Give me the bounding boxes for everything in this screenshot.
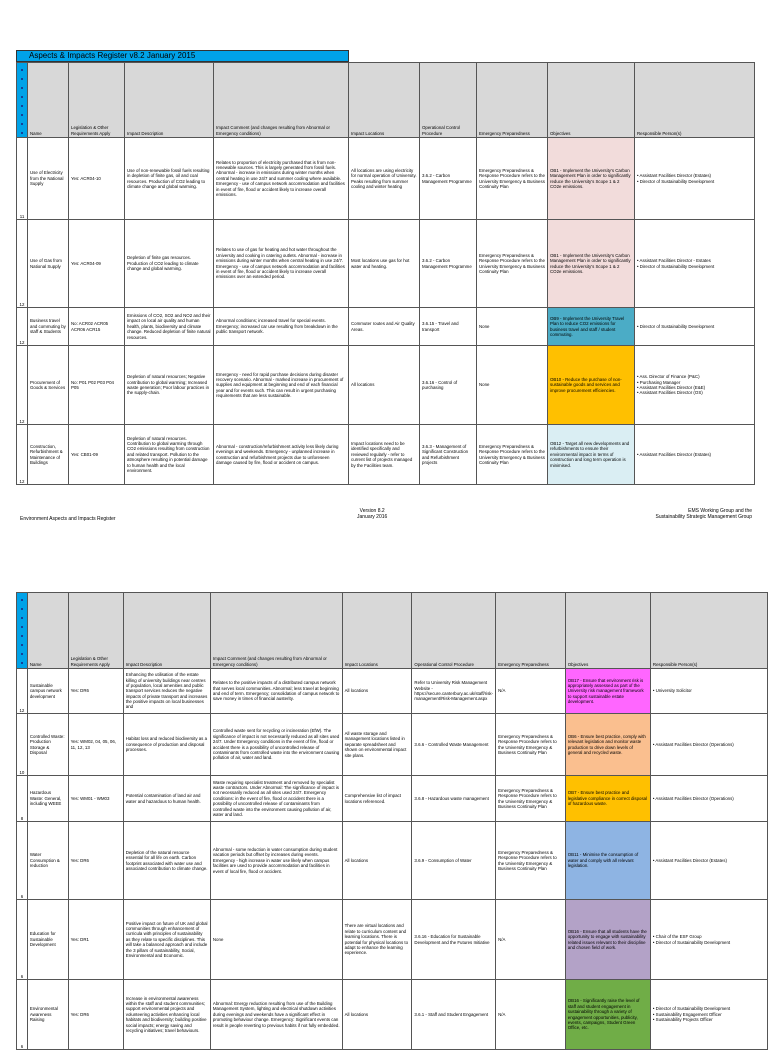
impact-description: Use of non-renewable fossil fuels resulting in depletion of finite gas, oil and coal resources. Production of CO2 leading to climate change and global warming. (125, 138, 214, 220)
operational-control: 3.6.8 - Hazardous waste management (412, 776, 496, 822)
header-impact-description: Impact Description (125, 63, 214, 138)
emergency-preparedness: Emergency Preparedness & Response Procedure refers to the University Emergency & Business Continuity Plan (477, 425, 548, 485)
responsible-person: • Assistant Facilities Director (Estates) (653, 858, 765, 863)
aspect-name: Procurement of Goods & Services (28, 346, 69, 425)
responsible-person: • Assistant Facilities Director (Operations) (653, 796, 765, 801)
emergency-preparedness: Emergency Preparedness & Response Procedure refers to the University Emergency & Business Continuity Plan (496, 714, 566, 776)
aspect-name: Education for Sustainable Development (27, 900, 68, 980)
impact-description: Depletion of finite gas resources. Production of CO2 leading to climate change and global warming. (125, 220, 214, 308)
row-score: 6 (17, 822, 28, 900)
impact-locations: Impact locations need to be identified specifically and reviewed regularly - refer to current list of projects managed by the Facilities team. (349, 425, 420, 485)
aspect-name: Hazardous Waste: General, including WEEE (27, 776, 68, 822)
emergency-preparedness: N/A (496, 900, 566, 980)
row-score: 8 (17, 776, 28, 822)
responsible-persons (650, 900, 767, 980)
impact-locations: Commuter routes and Air Quality Areas. (349, 308, 420, 346)
row-score: 12 (17, 220, 28, 308)
legislation: Yes: DR6 (68, 980, 123, 1050)
impact-description: Potential contamination of land air and water and hazardous to human health. (123, 776, 210, 822)
operational-control: 3.6.2 - Carbon Management Programme (420, 220, 477, 308)
impact-comment: Relates to the positive impacts of a distributed campus network that serves local communities. Abnormal; less travel at beginning and end of term. Emergency; consolidation of campus network to save money in times of financial austerity. (210, 669, 342, 714)
impact-comment: Abnormal - some reduction in water consumption during student vacation periods but offset by increases during events. Emergency - high increase in water use likely when campus facilities are used to provide accommodation and facilities in event of local fire, flood or accident. (210, 822, 342, 900)
header-responsible-persons: Responsible Person(s) (650, 593, 767, 669)
register-row (17, 669, 768, 714)
row-score: 6 (17, 900, 28, 980)
register-table-page-2 (16, 592, 768, 1050)
operational-control: 3.6.2 - Carbon Management Programme (420, 138, 477, 220)
impact-description: Depletion of natural resources; Negative contribution to global warming; Increased waste generation; Poor labour practices in the supply-chain. (125, 346, 214, 425)
impact-locations: All waste storage and management locations listed in separate spreadsheet and shown on environmental impact site plans. (342, 714, 412, 776)
operational-control: 3.6.1 - Staff and Student Engagement (412, 980, 496, 1050)
header-emergency-preparedness: Emergency Preparedness (477, 63, 548, 138)
responsible-person: • Sustainability Projects Officer (653, 1017, 765, 1022)
operational-control: 3.6.9 - Consumption of Water (412, 822, 496, 900)
operational-control: 3.6.16 - Control of purchasing (420, 346, 477, 425)
footer-date: January 2016 (357, 514, 388, 521)
row-score: 6 (17, 980, 28, 1050)
register-row (17, 714, 768, 776)
responsible-person: • Director of Sustainability Development (637, 324, 752, 329)
impact-description: Enhancing the utilisation of the estate killing of university buildings near centres of population, local amenities and public transport services reduces the negative impacts of private transport and increases the positive impacts on local businesses and (123, 669, 210, 714)
impact-comment: Relates to proportion of electricity purchased that is from non-renewable sources. This is largely generated from fossil fuels. Abnormal - increase in emissions during winter months when central heating in use 24/7 and summer cooling where available. Emergency - use of campus network accommodation and facilities in event of fire, flood or accident likely to increase overall emissions. (214, 138, 349, 220)
legislation: Yes: WM02, 04, 05, 06, 11, 12, 13 (68, 714, 123, 776)
emergency-preparedness: Emergency Preparedness & Response Procedure refers to the University Emergency & Business Continuity Plan (477, 220, 548, 308)
impact-comment: None (210, 900, 342, 980)
impact-comment: Waste requiring specialist treatment and removed by specialist waste contractors. Under Abnormal: The significance of impact is not necessarily reduced as all sites used 24/7. Emergency conditions: in the event of fire, flood or accident there is a possibility of uncontrolled release of contaminants from controlled waste into the environment causing pollution of air, water and land. (210, 776, 342, 822)
header-operational-control: Operational Control Procedure (412, 593, 496, 669)
register-row (17, 425, 755, 485)
responsible-persons (650, 669, 767, 714)
operational-control: 3.6.6 - Controlled Waste Management (412, 714, 496, 776)
impact-description: Depletion of the natural resource essential for all life on earth. Carbon footprint associated with water use and associated contribution to climate change. (123, 822, 210, 900)
impact-comment: Abnormal: Energy reduction resulting from use of the Building Management System, lighting and electrical shutdown activities during evenings and weekends have a significant effect in promoting behaviour change. Emergency: Significant events can result in people reverting to previous habits if not fully embedded. (210, 980, 342, 1050)
impact-locations: All locations (342, 669, 412, 714)
register-row (17, 308, 755, 346)
aspect-name: Controlled Waste: Production Storage & Disposal (27, 714, 68, 776)
register-row (17, 900, 768, 980)
impact-comment: Abnormal - construction/refurbishment activity less likely during evenings and weekends. Emergency - unplanned increase in construction and refurbishment projects due to unforeseen damage caused by fire, flood or accident on campus. (214, 425, 349, 485)
aspect-name: Construction, Refurbishment & Maintenance of Buildings (28, 425, 69, 485)
responsible-person: • Chair of the ESF Group (653, 934, 765, 939)
emergency-preparedness: None (477, 346, 548, 425)
responsible-person: • Director of Sustainability Development (653, 1006, 765, 1011)
operational-control: 3.6.16 - Education for Sustainable Development and the Futures Initiative (412, 900, 496, 980)
header-emergency-preparedness: Emergency Preparedness (496, 593, 566, 669)
responsible-persons (650, 714, 767, 776)
responsible-person: • Sustainability Engagement Officer (653, 1012, 765, 1017)
impact-comment: Relates to use of gas for heating and hot water throughout the University and cooking in catering outlets. Abnormal - increase in emissions during winter months when central heating in use 24/7. Emergency - use of campus network accommodation and facilities in event of fire, flood or accident likely to increase overall emissions over an extended period. (214, 220, 349, 308)
operational-control: 3.6.15 - Travel and transport (420, 308, 477, 346)
impact-locations: Comprehensive list of impact locations referenced. (342, 776, 412, 822)
legislation: Yes: WM01 - WM03 (68, 776, 123, 822)
header-name: Name (27, 593, 68, 669)
header-impact-description: Impact Description (123, 593, 210, 669)
impact-comment: Emergency - need for rapid purchase decisions during disaster recovery scenario. Abnormal - marked increase in procurement of supplies and equipment at beginning and end of each financial year and for events such. This can result in urgent purchasing requirements that are less sustainable. (214, 346, 349, 425)
legislation: No: P01 P02 P03 P04 P05 (69, 346, 125, 425)
objective: OB12 - Target all new developments and refurbishments to ensure their environmental impact in terms of construction and long term operation is minimised. (548, 425, 635, 485)
footer-group-2: Sustainability Strategic Management Group (655, 514, 752, 521)
responsible-person: • Assistant Facilities Director (E&E) (637, 385, 752, 390)
impact-description: Emissions of CO2, SO2 and NO2 and their impact on local air quality and human health, plants, biodiversity and climate change. Reduced depletion of finite natural resources. (125, 308, 214, 346)
responsible-persons (635, 425, 755, 485)
register-row (17, 776, 768, 822)
objective: OB16 - Ensure that all students have the opportunity to engage with sustainability related issues relevant to their discipline and chosen field of work. (565, 900, 650, 980)
responsible-person: • University Solicitor (653, 688, 765, 693)
impact-locations: All locations (342, 980, 412, 1050)
objective: OB7 - Ensure best practice and legislative compliance in correct disposal of hazardous waste. (565, 776, 650, 822)
responsible-person: • Assistant Facilities Director (Operations) (653, 742, 765, 747)
aspect-name: Use of Gas from National Supply (28, 220, 69, 308)
header-objectives: Objectives (565, 593, 650, 669)
header-strip (17, 593, 28, 669)
header-impact-locations: Impact Locations (342, 593, 412, 669)
objective: OB11 - Minimise the consumption of water and comply with all relevant legislation. (565, 822, 650, 900)
header-impact-locations: Impact Locations (349, 63, 420, 138)
impact-description: Depletion of natural resources. Contribution to global warming through CO2 emissions resulting from construction and related transport. Pollution to the atmosphere resulting in potential damage to human health and the local environment. (125, 425, 214, 485)
emergency-preparedness: None (477, 308, 548, 346)
responsible-persons (650, 822, 767, 900)
header-operational-control: Operational Control Procedure (420, 63, 477, 138)
aspect-name: Environmental Awareness Raising (27, 980, 68, 1050)
responsible-persons (650, 980, 767, 1050)
row-score: 11 (17, 138, 28, 220)
impact-locations: Most locations use gas for hot water and heating. (349, 220, 420, 308)
objective: OB16 - Significantly raise the level of staff and student engagement in sustainability through a variety of engagement opportunities, publicity, events, campaigns, Student Green Office, etc. (565, 980, 650, 1050)
header-impact-comment: Impact Comment (and changes resulting from Abnormal or Emergency conditions) (214, 63, 349, 138)
impact-locations: All locations (349, 346, 420, 425)
header-name: Name (28, 63, 69, 138)
header-strip (17, 63, 28, 138)
impact-description: Habitat loss and reduced biodiversity as a consequence of production and disposal processes. (123, 714, 210, 776)
responsible-persons (635, 220, 755, 308)
footer-right (656, 508, 752, 521)
header-responsible-persons: Responsible Person(s) (635, 63, 755, 138)
responsible-person: • Assistant Facilities Director - Estates (637, 258, 752, 263)
emergency-preparedness: Emergency Preparedness & Response Procedure refers to the University Emergency & Business Continuity Plan (496, 822, 566, 900)
impact-locations: There are virtual locations and relate to curriculum content and learning locations. There is potential for physical locations to adapt to enhance the learning experience. (342, 900, 412, 980)
legislation: Yes: CB01-09 (69, 425, 125, 485)
objective: OB9 - Implement the University Travel Plan to reduce CO2 emissions for business travel and staff / student commuting. (548, 308, 635, 346)
impact-comment: Controlled waste sent for recycling or incineration (EfW). The significance of impact is not necessarily reduced as all sites used 24/7. Under Emergency conditions in the event of fire, flood or accident there is a possibility of uncontrolled release of contaminants from controlled waste into the environment causing pollution of air, water and land. (210, 714, 342, 776)
objective: OB1 - Implement the University's Carbon Management Plan in order to significantly reduce the University's Scope 1 & 2 CO2e emissions. (548, 138, 635, 220)
responsible-person: • Assistant Facilities Director (Estates) (637, 173, 752, 178)
responsible-person: • Ass. Director of Finance (P&C) (637, 374, 752, 379)
legislation: Yes: DR1 (68, 900, 123, 980)
operational-control: Refer to University Risk Management Website - https://secure.canterbury.ac.uk/staff/risk-management/Risk-Management.aspx (412, 669, 496, 714)
responsible-person: • Assistant Facilities Director (OS) (637, 390, 752, 395)
objective: OB17 - Ensure that environment risk is appropriately assessed as part of the University risk management framework to support sustainable estate development. (565, 669, 650, 714)
header-row (17, 593, 768, 669)
register-title-bar (16, 50, 349, 62)
row-score: 12 (17, 425, 28, 485)
header-legislation: Legislation & Other Requirements Apply (68, 593, 123, 669)
row-score: 12 (17, 308, 28, 346)
legislation: No: ACR02 ACR05 ACR06 ACR15 (69, 308, 125, 346)
emergency-preparedness: Emergency Preparedness & Response Procedure refers to the University Emergency & Business Continuity Plan (496, 776, 566, 822)
responsible-person: • Director of Sustainability Development (637, 179, 752, 184)
register-row (17, 346, 755, 425)
impact-description: Increase in environmental awareness within the staff and student communities; support environmental projects and volunteering activities enhancing local habitats and biodiversity; building positive social impacts; energy saving and recycling initiatives; travel behaviours. (123, 980, 210, 1050)
responsible-person: • Assistant Facilities Director (Estates) (637, 452, 752, 457)
objective: OB10 - Reduce the purchase of non-sustainable goods and services and improve procurement efficiencies. (548, 346, 635, 425)
header-objectives: Objectives (548, 63, 635, 138)
register-row (17, 138, 755, 220)
legislation: Yes: ACR04-10 (69, 138, 125, 220)
row-score: 10 (17, 714, 28, 776)
header-legislation: Legislation & Other Requirements Apply (69, 63, 125, 138)
objective: OB1 - Implement the University's Carbon Management Plan in order to significantly reduce the University's Scope 1 & 2 CO2e emissions. (548, 220, 635, 308)
responsible-person: • Director of Sustainability Development (637, 264, 752, 269)
emergency-preparedness: N/A (496, 669, 566, 714)
responsible-person: • Purchasing Manager (637, 380, 752, 385)
register-title: Aspects & Impacts Register v8.2 January 2015 (29, 51, 196, 60)
impact-locations: All locations are using electricity for normal operation of University. Peaks resulting from summer cooling and winter heating (349, 138, 420, 220)
impact-comment: Abnormal conditions; increased travel for special events. Emergency; increased car use resulting from breakdown in the public transport network. (214, 308, 349, 346)
aspect-name: Sustainable campus network development (27, 669, 68, 714)
responsible-persons (635, 346, 755, 425)
aspect-name: Use of Electricity from the National Supply (28, 138, 69, 220)
register-table-page-1 (16, 62, 755, 485)
emergency-preparedness: Emergency Preparedness & Response Procedure refers to the University Emergency & Business Continuity Plan (477, 138, 548, 220)
objective: OB6 - Ensure best practice, comply with relevant legislation and monitor waste production to drive down levels of general and recycled waste. (565, 714, 650, 776)
aspect-name: Water Consumption & reduction (27, 822, 68, 900)
impact-locations: All locations (342, 822, 412, 900)
footer-left: Environment Aspects and Impacts Register (20, 516, 116, 522)
header-row (17, 63, 755, 138)
footer-group-1: EMS Working Group and the (688, 508, 752, 514)
emergency-preparedness: N/A (496, 980, 566, 1050)
row-score: 12 (17, 669, 28, 714)
responsible-persons (635, 138, 755, 220)
register-row (17, 822, 768, 900)
responsible-person: • Director of Sustainability Development (653, 940, 765, 945)
header-impact-comment: Impact Comment (and changes resulting from Abnormal or Emergency conditions) (210, 593, 342, 669)
legislation: Yes: ACR04-09 (69, 220, 125, 308)
aspect-name: Business travel and commuting by staff & Students (28, 308, 69, 346)
responsible-persons (650, 776, 767, 822)
operational-control: 3.6.3 - Management of Significant Construction and Refurbishment projects (420, 425, 477, 485)
impact-description: Positive impact on future of UK and global communities through enhancement of curricula with principles of sustainability as they relate to specific disciplines. This will take a balanced approach and include the 3 pillars of sustainability, Social, Environmental and Economic. (123, 900, 210, 980)
row-score: 12 (17, 346, 28, 425)
legislation: Yes: DR6 (68, 822, 123, 900)
responsible-persons (635, 308, 755, 346)
register-row (17, 980, 768, 1050)
legislation: Yes: DR6 (68, 669, 123, 714)
register-row (17, 220, 755, 308)
footer-version: Version 8.2 (359, 508, 385, 514)
footer-center (357, 508, 387, 521)
